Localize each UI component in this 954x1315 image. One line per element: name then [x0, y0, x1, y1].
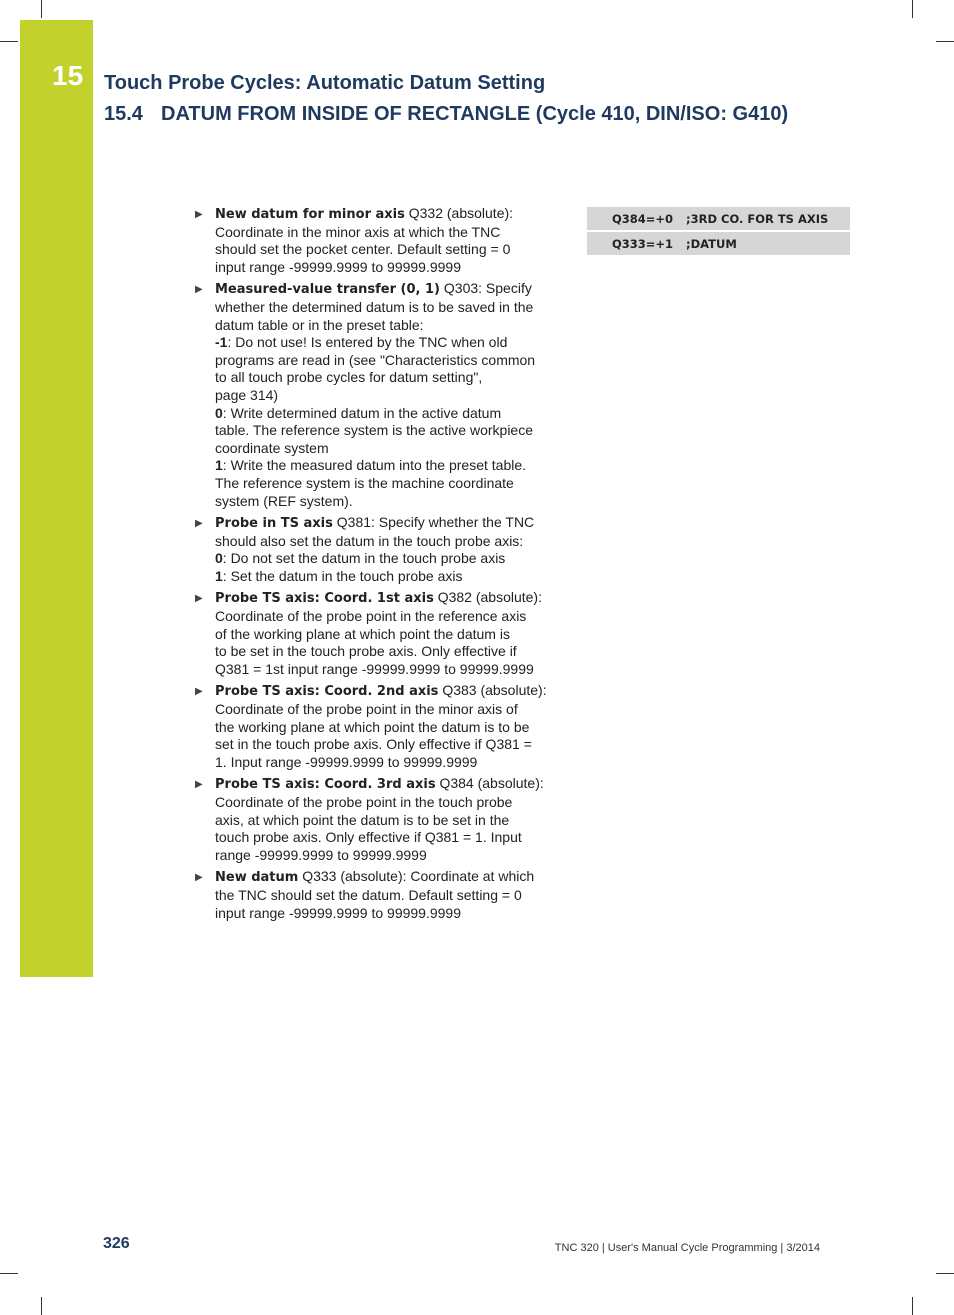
parameter-text: Q382 (absolute):	[437, 589, 542, 606]
code-comment: ;3RD CO. FOR TS AXIS	[686, 211, 829, 226]
option-text: programs are read in (see "Characteristics common	[215, 351, 536, 368]
parameter-item	[195, 514, 557, 585]
crop-mark	[41, 1297, 42, 1315]
parameter-text: should also set the datum in the touch probe axis:	[215, 532, 524, 549]
option-value: 0	[215, 404, 223, 421]
parameter-text: range -99999.9999 to 99999.9999	[215, 846, 427, 863]
parameter-text: input range -99999.9999 to 99999.9999	[215, 258, 461, 275]
parameter-text: whether the determined datum is to be saved in the	[215, 298, 534, 315]
parameter-name: New datum	[215, 870, 299, 886]
option-text: : Write determined datum in the active datum	[222, 404, 502, 421]
crop-mark	[936, 1273, 954, 1274]
option-value: -1	[215, 334, 228, 351]
parameter-text: axis, at which point the datum is to be set in the	[215, 811, 510, 828]
code-row	[587, 207, 850, 232]
triangle-right-icon: ▶	[195, 518, 203, 530]
parameter-text: Q381: Specify whether the TNC	[336, 514, 535, 531]
parameter-name: Probe TS axis: Coord. 2nd axis	[215, 684, 439, 700]
parameter-name: Probe TS axis: Coord. 1st axis	[215, 591, 434, 607]
parameter-text: Coordinate of the probe point in the reference axis	[215, 608, 527, 625]
parameter-text: 1. Input range -99999.9999 to 99999.9999	[215, 753, 478, 770]
option-text: coordinate system	[215, 439, 329, 456]
parameter-text: Q383 (absolute):	[442, 682, 547, 699]
crop-mark	[912, 0, 913, 18]
code-row	[587, 232, 850, 257]
parameter-item	[195, 205, 557, 276]
parameter-text: Coordinate of the probe point in the touch probe	[215, 794, 513, 810]
parameter-text: the TNC should set the datum. Default setting = 0	[215, 886, 522, 903]
option-text: table. The reference system is the active workpiece	[215, 422, 534, 439]
triangle-right-icon: ▶	[195, 284, 203, 296]
parameter-text: touch probe axis. Only effective if Q381 = 1. Input	[215, 829, 522, 846]
option-text: system (REF system).	[215, 492, 353, 509]
code-value: Q384=+0	[612, 211, 674, 226]
crop-mark	[912, 1297, 913, 1315]
parameter-name: Probe in TS axis	[215, 516, 333, 532]
parameter-text: set in the touch probe axis. Only effective if Q381 =	[215, 736, 532, 753]
parameter-text: the working plane at which point the datum is to be	[215, 718, 530, 735]
option-text: to all touch probe cycles for datum setting",	[215, 369, 483, 386]
parameter-name: Measured-value transfer (0, 1)	[215, 282, 440, 298]
parameter-text: datum table or in the preset table:	[215, 316, 424, 333]
crop-mark	[936, 41, 954, 42]
parameter-text: input range -99999.9999 to 99999.9999	[215, 904, 461, 921]
chapter-sidebar	[20, 20, 93, 977]
option-text: : Write the measured datum into the preset table.	[222, 457, 527, 474]
parameter-item	[195, 868, 557, 922]
section-number: 15.4	[104, 103, 143, 125]
option-text: : Do not set the datum in the touch probe axis	[222, 550, 506, 567]
parameter-name: Probe TS axis: Coord. 3rd axis	[215, 777, 436, 793]
parameter-item	[195, 775, 557, 864]
triangle-right-icon: ▶	[195, 872, 203, 884]
parameter-text: Q303: Specify	[443, 280, 532, 297]
option-value: 1	[215, 567, 223, 584]
page-number: 326	[103, 1235, 130, 1252]
parameter-text: of the working plane at which point the datum is	[215, 625, 510, 642]
option-value: 1	[215, 457, 223, 474]
section-title	[104, 103, 788, 126]
option-text: The reference system is the machine coordinate	[215, 474, 514, 491]
triangle-right-icon: ▶	[195, 686, 203, 698]
parameter-text: Coordinate of the probe point in the minor axis of	[215, 701, 518, 718]
option-text: : Do not use! Is entered by the TNC when old	[227, 334, 508, 351]
triangle-right-icon: ▶	[195, 593, 203, 605]
parameter-text: Q381 = 1st input range -99999.9999 to 99999.9999	[215, 660, 534, 677]
parameter-text: Q333 (absolute): Coordinate at which	[302, 868, 535, 885]
code-comment: ;DATUM	[686, 236, 737, 251]
footer-text: TNC 320 | User's Manual Cycle Programming | 3/2014	[554, 1242, 820, 1254]
option-text: : Set the datum in the touch probe axis	[222, 567, 463, 584]
chapter-title: Touch Probe Cycles: Automatic Datum Setting	[104, 72, 546, 94]
option-value: 0	[215, 550, 223, 567]
code-listing	[587, 207, 850, 257]
crop-mark	[0, 1273, 18, 1274]
parameter-text: Q384 (absolute):	[439, 775, 544, 792]
parameter-list	[195, 205, 557, 926]
parameter-name: New datum for minor axis	[215, 207, 405, 222]
chapter-number: 15	[52, 60, 84, 91]
parameter-item	[195, 280, 557, 510]
parameter-text: should set the pocket center. Default setting = 0	[215, 241, 511, 258]
parameter-text: to be set in the touch probe axis. Only effective if	[215, 643, 517, 660]
parameter-text: Coordinate in the minor axis at which the TNC	[215, 223, 501, 240]
triangle-right-icon: ▶	[195, 779, 203, 791]
triangle-right-icon: ▶	[195, 209, 203, 220]
parameter-text: Q332 (absolute):	[408, 205, 514, 221]
parameter-item	[195, 682, 557, 771]
code-value: Q333=+1	[612, 236, 674, 251]
crop-mark	[0, 41, 18, 42]
section-title-text: DATUM FROM INSIDE OF RECTANGLE (Cycle 410, DIN/ISO: G410)	[161, 103, 789, 125]
crop-mark	[41, 0, 42, 18]
parameter-item	[195, 589, 557, 678]
option-text: page 314)	[215, 386, 279, 403]
